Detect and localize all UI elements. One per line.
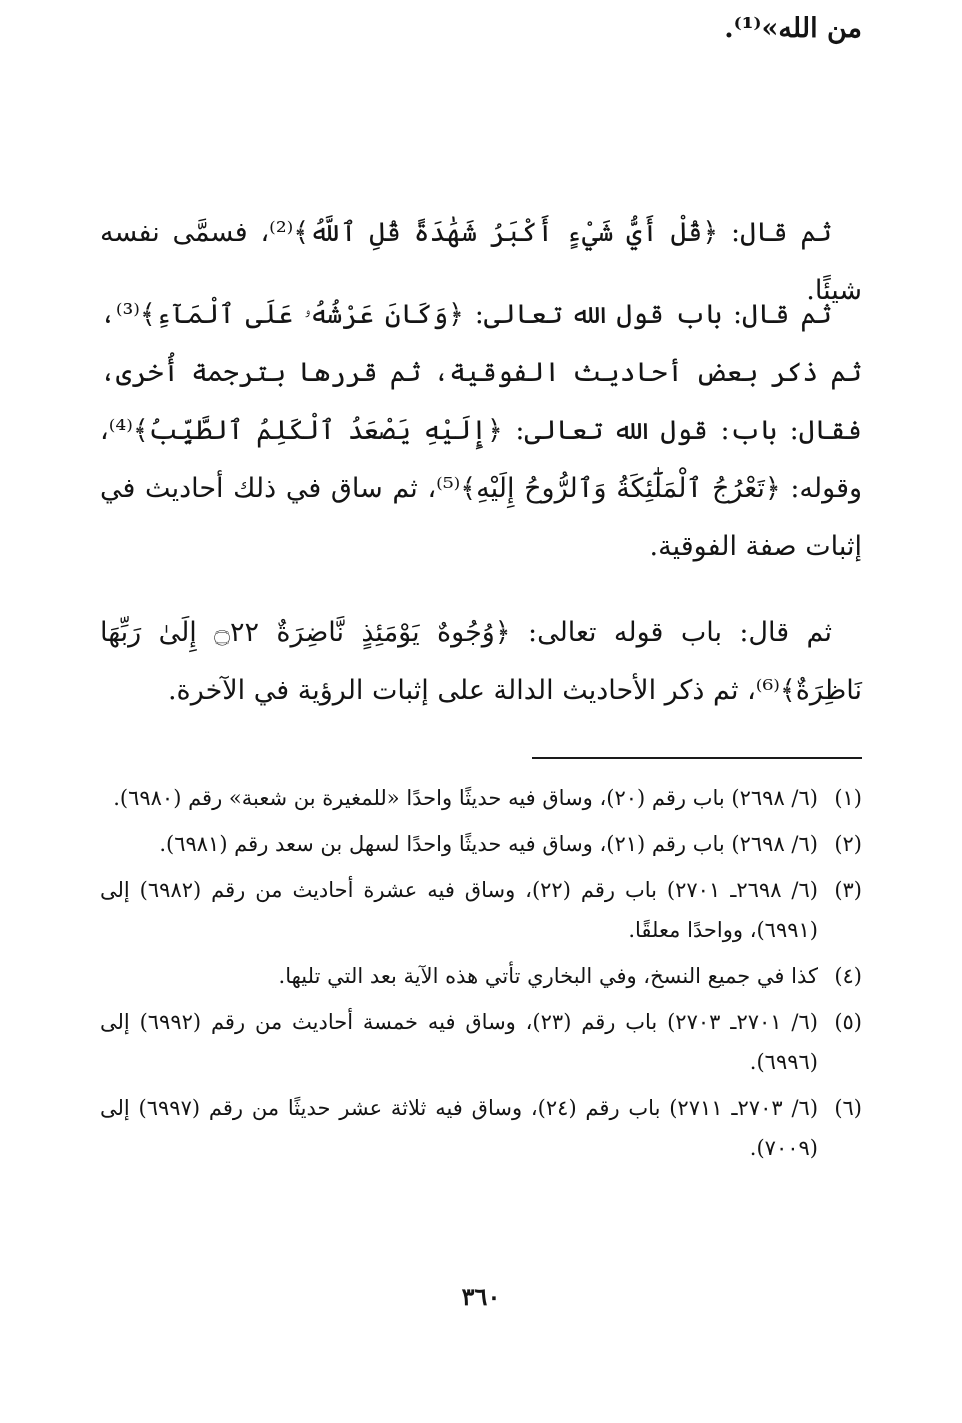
footnote-text: (٦/ ٢٦٩٨ـ ٢٧٠١) باب رقم (٢٢)، وساق فيه عشرة أحاديث من رقم (٦٩٨٢) إلى (٦٩٩١)، وواحدًا معلقًا.	[100, 878, 818, 942]
page-number: ٣٦٠	[461, 1282, 501, 1311]
paragraph-4: ثم قال: باب قوله تعالى: ﴿وُجُوهٌ يَوْمَئِذٍ نَّاضِرَةٌ ۝٢٢ إِلَىٰ رَبِّهَا نَاظِرَةٌ﴾⁽⁶⁾، ثم ذكر الأحاديث الدالة على إثبات الرؤية في الآخرة.	[100, 617, 862, 706]
footnote-number: (٤)	[834, 964, 862, 988]
footnote-text: (٦/ ٢٧٠٣ـ ٢٧١١) باب رقم (٢٤)، وساق فيه ثلاثة عشر حديثًا من رقم (٦٩٩٧) إلى (٧٠٠٩).	[100, 1096, 819, 1160]
footnote-number: (٦)	[834, 1096, 862, 1120]
footnote	[100, 824, 862, 864]
paragraph-3-wrap	[100, 286, 862, 576]
footnote	[100, 1002, 862, 1082]
footnote-text: (٦/ ٢٧٠١ـ ٢٧٠٣) باب رقم (٢٣)، وساق فيه خمسة أحاديث من رقم (٦٩٩٢) إلى (٦٩٩٦).	[100, 1010, 818, 1074]
footnote	[100, 778, 862, 818]
paragraph-3: ثم قال: باب قول الله تعالى: ﴿وَكَانَ عَرْشُهُۥ عَلَى ٱلْمَآءِ﴾⁽³⁾، ثم ذكر بعض أحاديث الفوقية، ثم قررها بترجمة أُخرى، فقال: باب: قول الله تعالى: ﴿إِلَيْهِ يَصْعَدُ ٱلْكَلِمُ ٱلطَّيِّبُ﴾⁽⁴⁾، وقوله: ﴿تَعْرُجُ ٱلْمَلَٰٓئِكَةُ وَٱلرُّوحُ إِلَيْهِ﴾⁽⁵⁾، ثم ساق في ذلك أحاديث في إثبات صفة الفوقية.	[100, 299, 863, 562]
footnote-text: (٦/ ٢٦٩٨) باب رقم (٢٠)، وساق فيه حديثًا واحدًا «للمغيرة بن شعبة» رقم (٦٩٨٠).	[113, 786, 818, 810]
footnote	[100, 870, 862, 950]
paragraph-2: ثم قال: ﴿قُلْ أَيُّ شَيْءٍ أَكْبَرُ شَهَٰدَةً قُلِ ٱللَّهُ﴾⁽²⁾، فسمَّى نفسه شيئًا.	[100, 217, 862, 306]
footnote	[100, 956, 862, 996]
footnote-number: (٣)	[834, 878, 862, 902]
paragraph-continuation: من الله»⁽¹⁾.	[724, 13, 862, 44]
footnote-text: كذا في جميع النسخ، وفي البخاري تأتي هذه الآية بعد التي تليها.	[278, 964, 818, 988]
footnote-text: (٦/ ٢٦٩٨) باب رقم (٢١)، وساق فيه حديثًا واحدًا لسهل بن سعد رقم (٦٩٨١).	[159, 832, 818, 856]
paragraph-4-wrap	[100, 604, 862, 720]
footnote-divider	[532, 757, 862, 759]
footnote	[100, 1088, 862, 1168]
footnotes	[100, 778, 862, 1174]
main-text	[100, 0, 862, 58]
footnote-number: (١)	[834, 786, 862, 810]
footnote-number: (٥)	[834, 1010, 862, 1034]
footnote-number: (٢)	[834, 832, 862, 856]
